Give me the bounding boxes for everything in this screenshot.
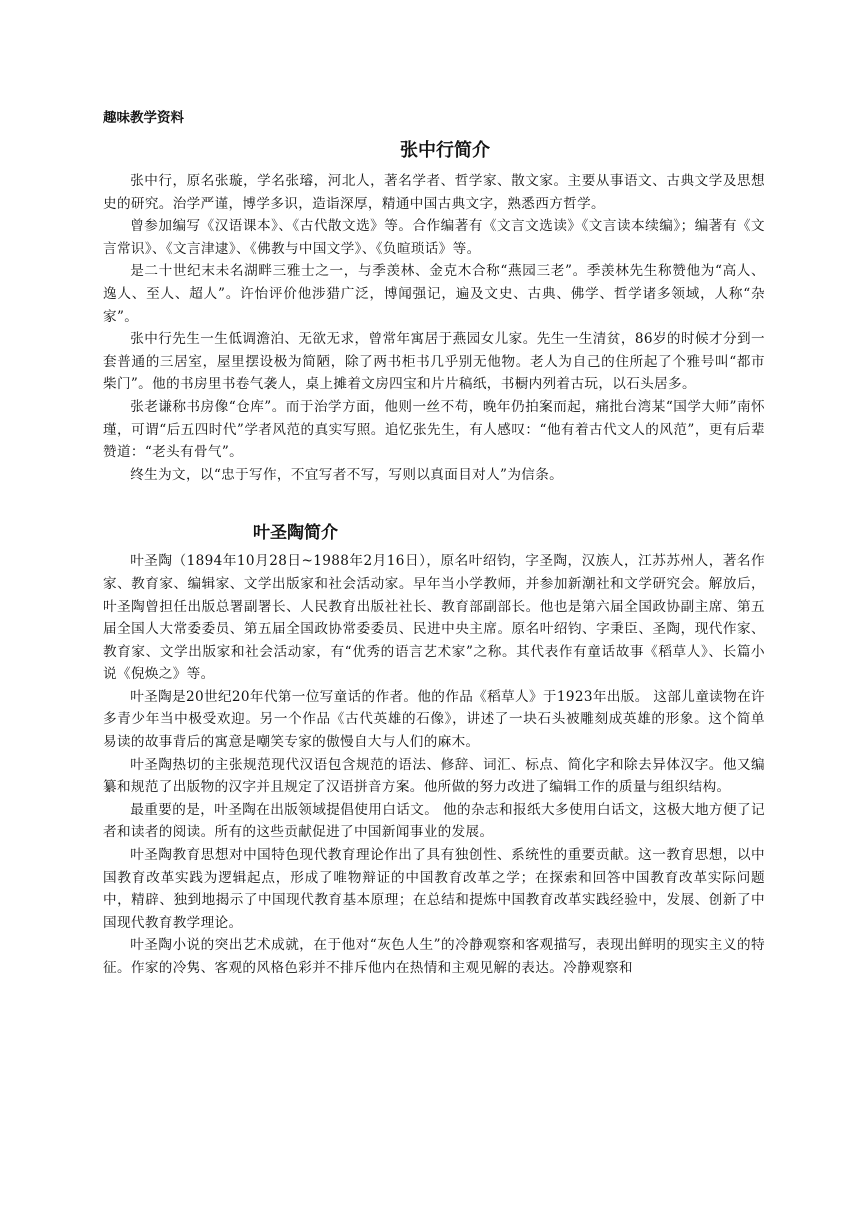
section-ye-shengtao <box>103 520 765 979</box>
paragraph: 叶圣陶热切的主张规范现代汉语包含规范的语法、修辞、词汇、标点、简化字和除去异体汉字。他又编纂和规范了出版物的汉字并且规定了汉语拼音方案。他所做的努力改进了编辑工作的质量与组织结构。 <box>103 756 765 796</box>
paragraph: 叶圣陶小说的突出艺术成就，在于他对“灰色人生”的冷静观察和客观描写，表现出鲜明的现实主义的特征。作家的冷隽、客观的风格色彩并不排斥他内在热情和主观见解的表达。冷静观察和 <box>103 937 765 976</box>
paragraph: 张老谦称书房像“仓库”。而于治学方面，他则一丝不苟，晚年仍拍案而起，痛批台湾某“国学大师”南怀瑾，可谓“后五四时代”学者风范的真实写照。追忆张先生，有人感叹：“他有着古代文人的风范”，更有后辈赞道：“老头有骨气”。 <box>103 398 765 461</box>
paragraph: 是二十世纪末未名湖畔三雅士之一，与季羡林、金克木合称“燕园三老”。季羡林先生称赞他为“高人、逸人、至人、超人”。许怡评价他涉猎广泛，博闻强记，遍及文史、古典、佛学、哲学诸多领域，人称“杂家”。 <box>103 263 765 325</box>
paragraph: 终生为文，以“忠于写作，不宜写者不写，写则以真面目对人”为信条。 <box>130 466 564 483</box>
paragraph: 叶圣陶教育思想对中国特色现代教育理论作出了具有独创性、系统性的重要贡献。这一教育思想，以中国教育改革实践为逻辑起点，形成了唯物辩证的中国教育改革之学；在探索和回答中国教育改革实际问题中，精辟、独到地揭示了中国现代教育基本原理；在总结和提炼中国教育改革实践经验中，发展、创新了中国现代教育教学理论。 <box>103 847 765 931</box>
section-title: 叶圣陶简介 <box>253 523 338 544</box>
section-title: 张中行简介 <box>400 140 490 161</box>
paragraph: 张中行先生一生低调澹泊、无欲无求，曾常年寓居于燕园女儿家。先生一生清贫，86岁的时候才分到一套普通的三居室，屋里摆设极为简陋，除了两书柜书几乎别无他物。老人为自己的住所起了个雅号叫“都市柴门”。他的书房里书卷气袭人，桌上摊着文房四宝和片片稿纸，书橱内列着古玩，以石头居多。 <box>103 331 765 393</box>
document-header: 趣味教学资料 <box>103 110 184 126</box>
paragraph: 叶圣陶是20世纪20年代第一位写童话的作者。他的作品《稻草人》于1923年出版。 这部儿童读物在许多青少年当中极受欢迎。另一个作品《古代英雄的石像》，讲述了一块石头被雕刻成英雄的形象。这个简单易读的故事背后的寓意是嘲笑专家的傲慢自大与人们的麻木。 <box>103 688 765 751</box>
document-page <box>103 108 765 980</box>
paragraph: 张中行，原名张璇，学名张璿，河北人，著名学者、哲学家、散文家。主要从事语文、古典文学及思想史的研究。治学严谨，博学多识，造诣深厚，精通中国古典文字，熟悉西方哲学。 <box>103 173 765 212</box>
section-zhang-zhongxing <box>103 138 765 486</box>
paragraph: 曾参加编写《汉语课本》、《古代散文选》等。合作编著有《文言文选读》《文言读本续编》；编著有《文言常识》、《文言津逮》、《佛教与中国文学》、《负暄琐话》等。 <box>103 218 765 257</box>
paragraph: 最重要的是，叶圣陶在出版领域提倡使用白话文。 他的杂志和报纸大多使用白话文，这极大地方便了记者和读者的阅读。所有的这些贡献促进了中国新闻事业的发展。 <box>103 801 765 841</box>
paragraph: 叶圣陶（1894年10月28日~1988年2月16日），原名叶绍钧，字圣陶，汉族人，江苏苏州人，著名作家、教育家、编辑家、文学出版家和社会活动家。早年当小学教师，并参加新潮社和文学研究会。解放后，叶圣陶曾担任出版总署副署长、人民教育出版社社长、教育部副部长。他也是第六届全国政协副主席、第五届全国人大常委委员、第五届全国政协常委委员、民进中央主席。原名叶绍钧、字秉臣、圣陶，现代作家、教育家、文学出版家和社会活动家，有“优秀的语言艺术家”之称。其代表作有童话故事《稻草人》、长篇小说《倪焕之》等。 <box>103 553 765 683</box>
